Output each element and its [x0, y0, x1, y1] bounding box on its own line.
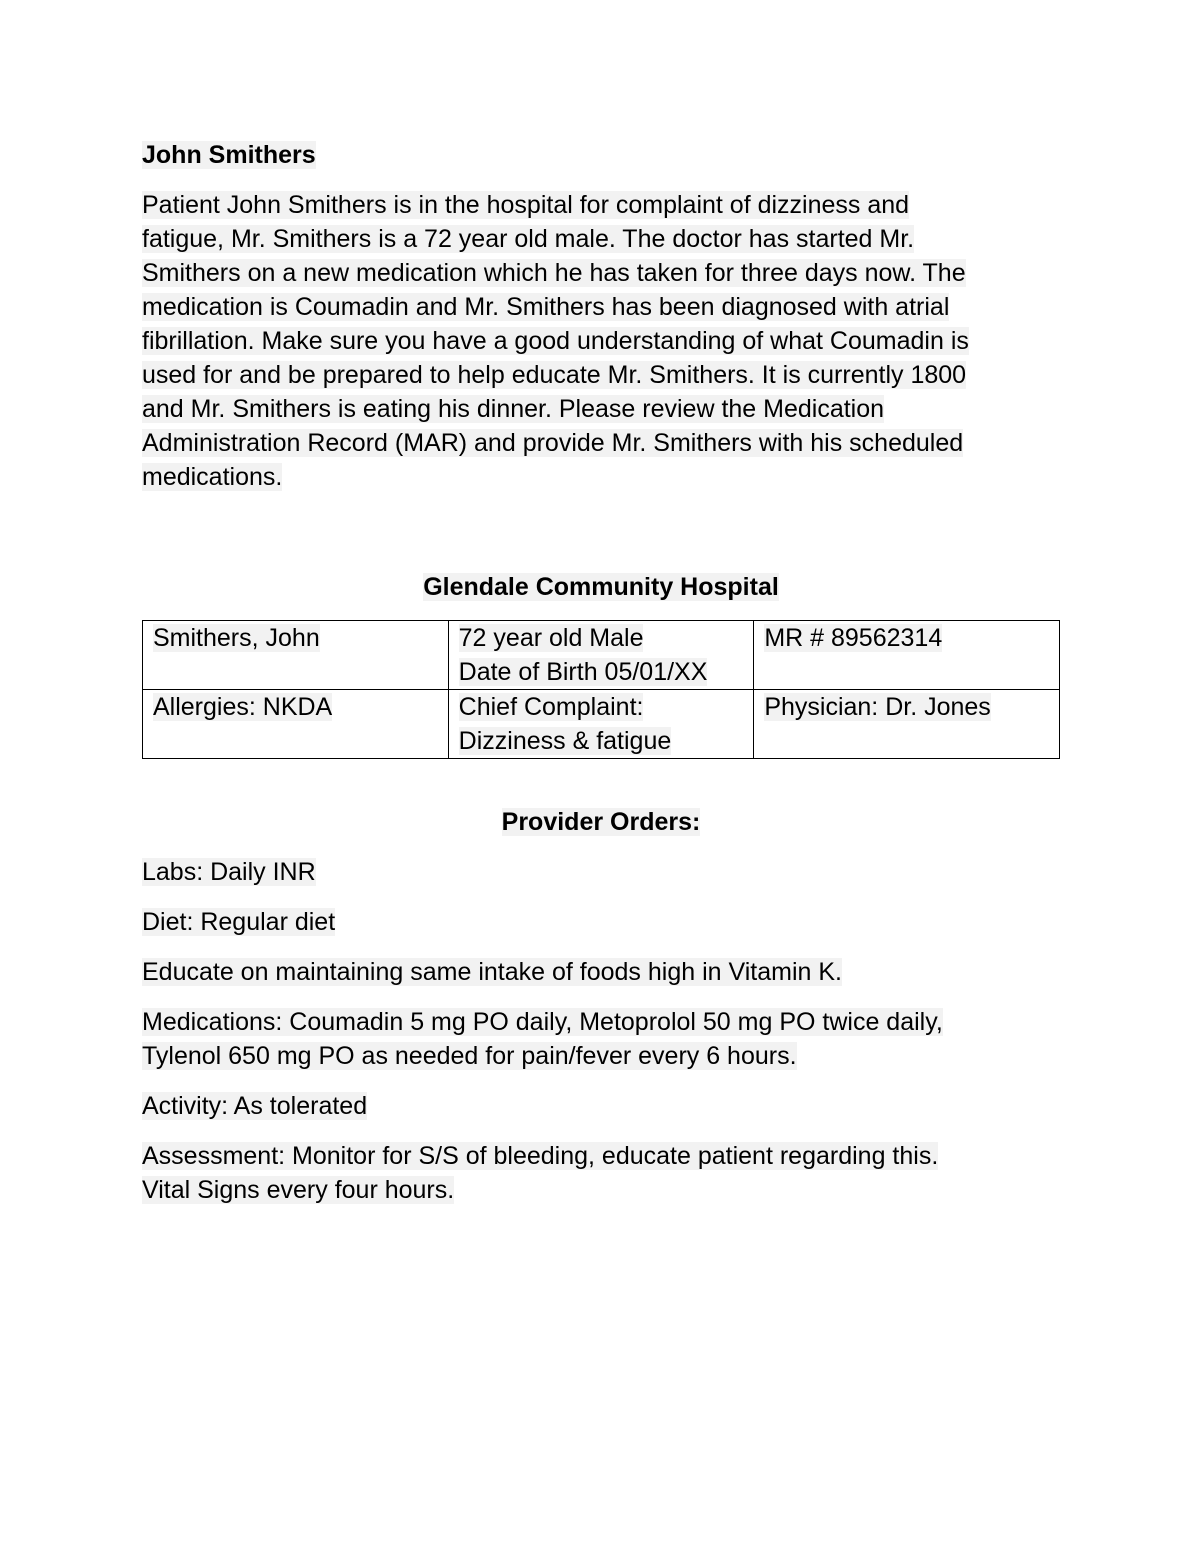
chief-complaint-cell	[448, 690, 754, 759]
order-medications-line: Tylenol 650 mg PO as needed for pain/fever every 6 hours.	[142, 1042, 797, 1070]
intro-paragraph	[142, 188, 1054, 494]
provider-orders-heading	[142, 805, 1060, 839]
patient-title	[142, 138, 1060, 172]
order-medications-line: Medications: Coumadin 5 mg PO daily, Metoprolol 50 mg PO twice daily,	[142, 1008, 943, 1036]
intro-line: fatigue, Mr. Smithers is a 72 year old male. The doctor has started Mr.	[142, 225, 915, 253]
patient-info-table	[142, 620, 1060, 759]
date-of-birth: Date of Birth 05/01/XX	[458, 658, 708, 686]
intro-line: Patient John Smithers is in the hospital for complaint of dizziness and	[142, 191, 910, 219]
table-row	[143, 621, 1060, 690]
order-activity	[142, 1089, 1060, 1123]
order-educate	[142, 955, 1060, 989]
physician: Physician: Dr. Jones	[764, 693, 991, 721]
patient-name-cell	[143, 621, 449, 690]
order-medications	[142, 1005, 1060, 1073]
order-diet	[142, 905, 1060, 939]
intro-line: Smithers on a new medication which he has taken for three days now. The	[142, 259, 966, 287]
allergies-cell	[143, 690, 449, 759]
demographics-cell	[448, 621, 754, 690]
chief-complaint-label: Chief Complaint:	[458, 693, 644, 721]
order-activity-text: Activity: As tolerated	[142, 1092, 368, 1120]
chief-complaint-value: Dizziness & fatigue	[458, 727, 672, 755]
mr-number-cell	[754, 621, 1060, 690]
intro-line: medication is Coumadin and Mr. Smithers has been diagnosed with atrial	[142, 293, 950, 321]
order-labs-text: Labs: Daily INR	[142, 858, 316, 886]
mr-number: MR # 89562314	[764, 624, 943, 652]
physician-cell	[754, 690, 1060, 759]
intro-line: fibrillation. Make sure you have a good understanding of what Coumadin is	[142, 327, 969, 355]
intro-line: medications.	[142, 463, 283, 491]
allergies: Allergies: NKDA	[153, 693, 333, 721]
order-educate-text: Educate on maintaining same intake of foods high in Vitamin K.	[142, 958, 842, 986]
patient-title-text: John Smithers	[142, 141, 316, 169]
age-sex: 72 year old Male	[458, 624, 644, 652]
order-diet-text: Diet: Regular diet	[142, 908, 336, 936]
patient-name: Smithers, John	[153, 624, 320, 652]
provider-orders-heading-text: Provider Orders:	[501, 808, 701, 836]
hospital-name-text: Glendale Community Hospital	[423, 573, 779, 601]
order-assessment	[142, 1139, 1060, 1207]
order-assessment-line: Vital Signs every four hours.	[142, 1176, 455, 1204]
order-labs	[142, 855, 1060, 889]
intro-line: used for and be prepared to help educate Mr. Smithers. It is currently 1800	[142, 361, 967, 389]
intro-line: and Mr. Smithers is eating his dinner. Please review the Medication	[142, 395, 885, 423]
order-assessment-line: Assessment: Monitor for S/S of bleeding, educate patient regarding this.	[142, 1142, 939, 1170]
intro-line: Administration Record (MAR) and provide Mr. Smithers with his scheduled	[142, 429, 964, 457]
document-page	[142, 138, 1060, 1207]
table-row	[143, 690, 1060, 759]
hospital-name	[142, 570, 1060, 604]
